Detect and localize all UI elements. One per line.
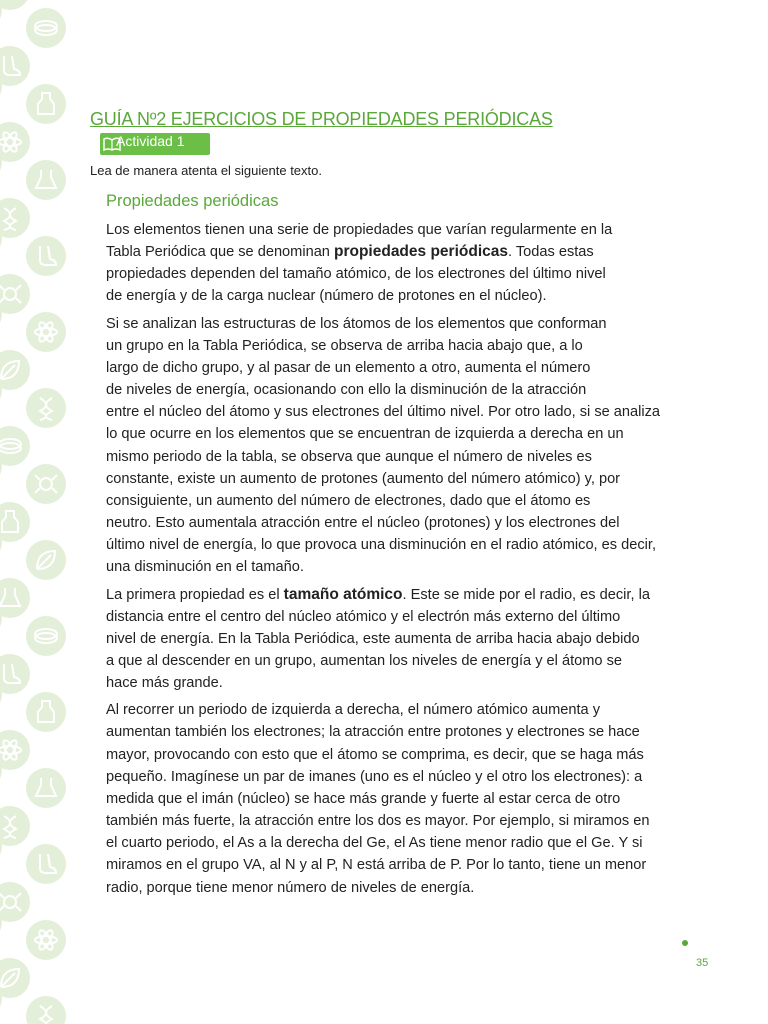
text-line <box>106 335 706 357</box>
text-line <box>106 313 706 335</box>
text-segment: lo que ocurre en los elementos que se encuentran de izquierda a derecha en un <box>106 426 624 443</box>
dna-icon <box>0 806 30 846</box>
frog-icon <box>26 464 66 504</box>
text-line <box>106 490 706 512</box>
text-segment: un grupo en la Tabla Periódica, se observa de arriba hacia abajo que, a lo <box>106 337 583 354</box>
page-marker-dot <box>682 940 688 946</box>
atom-icon <box>26 920 66 960</box>
text-line <box>106 650 706 672</box>
dna-icon <box>0 198 30 238</box>
text-line <box>106 512 706 534</box>
section-heading: Propiedades periódicas <box>106 192 279 210</box>
text-line <box>106 877 706 899</box>
petri-dish-icon <box>26 8 66 48</box>
text-segment: nivel de energía. En la Tabla Periódica, este aumenta de arriba hacia abajo debido <box>106 630 640 647</box>
text-segment: el cuarto periodo, el As a la derecha del Ge, el As tiene menor radio que el Ge. Y si <box>106 835 643 852</box>
text-segment: constante, existe un aumento de protones (aumento del número atómico) y, por <box>106 470 621 487</box>
text-segment: último nivel de energía, lo que provoca una disminución en el radio atómico, es decir, <box>106 537 657 554</box>
bold-term: tamaño atómico <box>283 585 403 603</box>
text-line <box>106 584 706 606</box>
text-line <box>106 672 706 694</box>
activity-label: Actividad 1 <box>116 133 185 149</box>
text-segment: . Todas estas <box>507 244 594 261</box>
text-segment: también más fuerte, la atracción entre los dos es mayor. Por ejemplo, si miramos en <box>106 813 650 830</box>
petri-dish-icon <box>0 426 30 466</box>
foot-icon <box>0 46 30 86</box>
decorative-icons <box>0 0 72 1024</box>
text-segment: distancia entre el centro del núcleo atómico y el electrón más externo del último <box>106 608 621 625</box>
text-segment: Si se analizan las estructuras de los átomos de los elementos que conforman <box>106 315 607 332</box>
lab-bottle-icon <box>26 692 66 732</box>
text-segment: a que al descender en un grupo, aumentan los niveles de energía y el átomo se <box>106 652 622 669</box>
text-segment: medida que el imán (núcleo) se hace más grande y fuerte al estar cerca de otro <box>106 790 621 807</box>
frog-icon <box>0 274 30 314</box>
dna-icon <box>26 996 66 1024</box>
text-segment: . Este se mide por el radio, es decir, la <box>402 586 650 603</box>
text-line <box>106 744 706 766</box>
text-segment: Al recorrer un periodo de izquierda a derecha, el número atómico aumenta y <box>106 702 601 719</box>
foot-icon <box>26 236 66 276</box>
text-segment: entre el núcleo del átomo y sus electrones del último nivel. Por otro lado, si se analiza <box>106 404 661 421</box>
text-segment: La primera propiedad es el <box>106 586 284 603</box>
lab-bottle-icon <box>0 502 30 542</box>
paragraph <box>106 584 706 695</box>
bold-term: propiedades periódicas <box>333 243 508 261</box>
text-segment: radio, porque tiene menor número de niveles de energía. <box>106 879 475 896</box>
text-segment: pequeño. Imagínese un par de imanes (uno es el núcleo y el otro los electrones): a <box>106 768 643 785</box>
text-segment: mismo periodo de la tabla, se observa que aunque el número de niveles es <box>106 448 592 465</box>
flask-icon <box>0 578 30 618</box>
decorative-icon-strip <box>0 0 72 1024</box>
text-segment: propiedades dependen del tamaño atómico, de los electrones del último nivel <box>106 266 606 283</box>
body-text <box>106 219 706 904</box>
lab-bottle-icon <box>26 84 66 124</box>
flask-icon <box>0 0 30 10</box>
text-segment: consiguiente, un aumento del número de electrones, dado que el átomo es <box>106 492 591 509</box>
text-line <box>106 263 706 285</box>
text-segment: una disminución en el tamaño. <box>106 559 304 576</box>
dna-icon <box>26 388 66 428</box>
text-line <box>106 721 706 743</box>
text-line <box>106 810 706 832</box>
text-segment: de niveles de energía, ocasionando con ello la disminución de la atracción <box>106 382 587 399</box>
text-segment: mayor, provocando con esto que el átomo se comprima, es decir, que se haga más <box>106 746 644 763</box>
text-line <box>106 401 706 423</box>
text-segment: neutro. Esto aumentala atracción entre el núcleo (protones) y los electrones del <box>106 515 620 532</box>
text-segment: aumentan también los electrones; la atracción entre protones y electrones se hace <box>106 724 640 741</box>
leaf-icon <box>0 958 30 998</box>
paragraph <box>106 699 706 898</box>
petri-dish-icon <box>26 616 66 656</box>
text-line <box>106 606 706 628</box>
text-line <box>106 854 706 876</box>
text-line <box>106 556 706 578</box>
leaf-icon <box>26 540 66 580</box>
atom-icon <box>0 730 30 770</box>
text-line <box>106 241 706 263</box>
frog-icon <box>0 882 30 922</box>
foot-icon <box>26 844 66 884</box>
text-line <box>106 534 706 556</box>
text-segment: de energía y de la carga nuclear (número de protones en el núcleo). <box>106 288 547 305</box>
instruction-text: Lea de manera atenta el siguiente texto. <box>90 163 322 178</box>
text-segment: miramos en el grupo VA, al N y al P, N está arriba de P. Por lo tanto, tiene un menor <box>106 857 647 874</box>
text-line <box>106 379 706 401</box>
text-line <box>106 832 706 854</box>
text-line <box>106 699 706 721</box>
paragraph <box>106 219 706 308</box>
text-line <box>106 285 706 307</box>
text-line <box>106 628 706 650</box>
page-title: GUÍA Nº2 EJERCICIOS DE PROPIEDADES PERIÓDICAS <box>90 109 553 129</box>
text-line <box>106 468 706 490</box>
text-line <box>106 423 706 445</box>
text-line <box>106 219 706 241</box>
page-number: 35 <box>696 957 709 969</box>
text-segment: largo de dicho grupo, y al pasar de un elemento a otro, aumenta el número <box>106 359 591 376</box>
atom-icon <box>26 312 66 352</box>
activity-badge <box>100 133 210 155</box>
text-segment: hace más grande. <box>106 675 223 692</box>
atom-icon <box>0 122 30 162</box>
text-line <box>106 446 706 468</box>
text-segment: Tabla Periódica que se denominan <box>106 244 334 261</box>
text-segment: Los elementos tienen una serie de propiedades que varían regularmente en la <box>106 222 613 238</box>
text-line <box>106 357 706 379</box>
leaf-icon <box>0 350 30 390</box>
paragraph <box>106 313 706 579</box>
foot-icon <box>0 654 30 694</box>
text-line <box>106 766 706 788</box>
flask-icon <box>26 160 66 200</box>
text-line <box>106 788 706 810</box>
flask-icon <box>26 768 66 808</box>
